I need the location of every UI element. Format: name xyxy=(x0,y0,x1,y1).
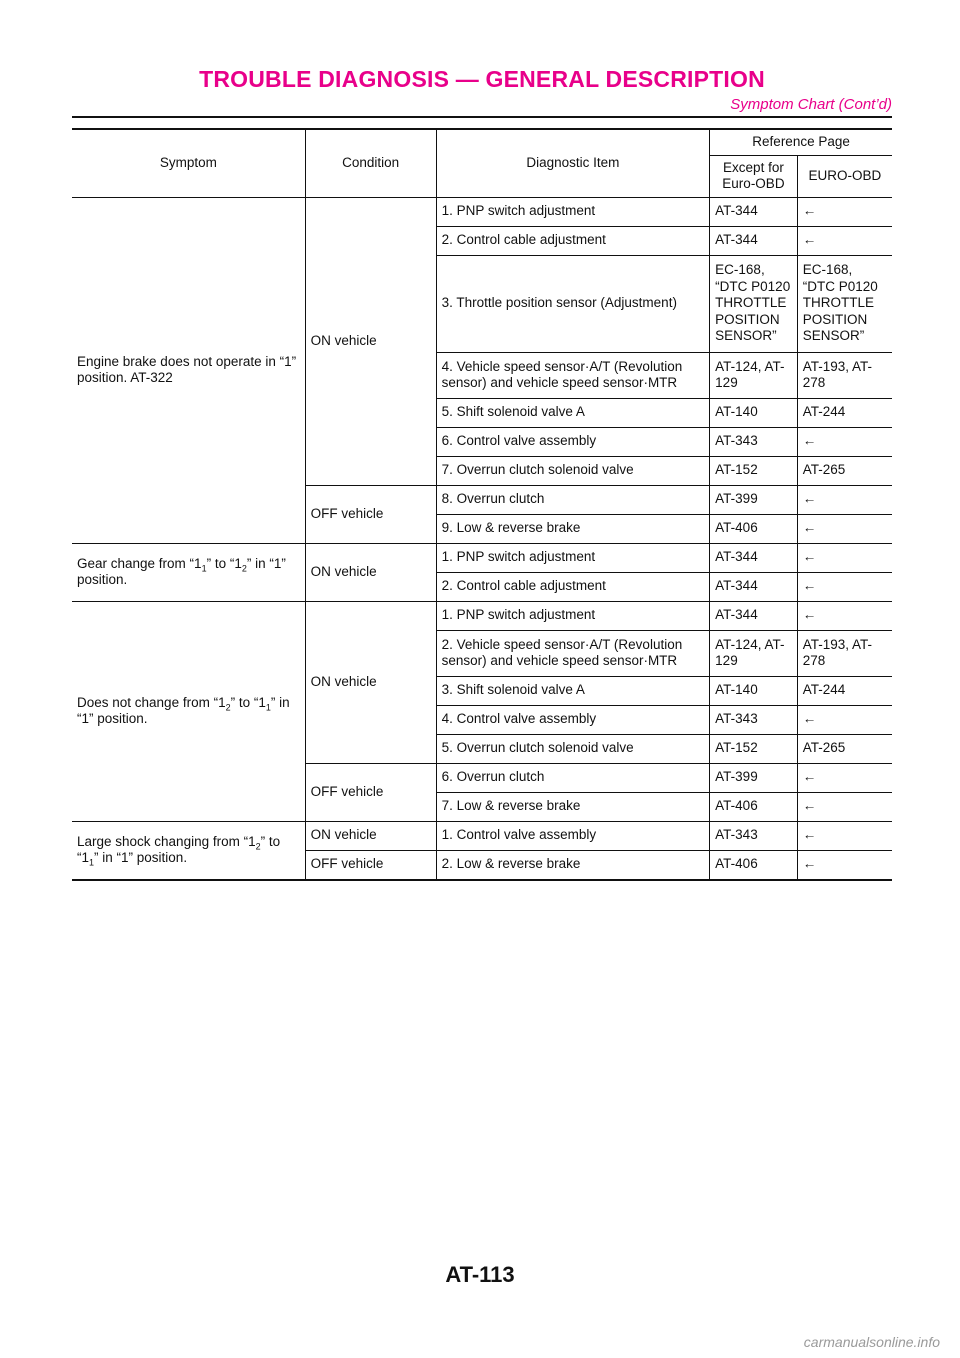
diagnostic-item-cell: 7. Low & reverse brake xyxy=(436,792,710,821)
reference-cell: AT-140 xyxy=(710,398,798,427)
diagnostic-item-cell: 2. Control cable adjustment xyxy=(436,572,710,601)
diagnostic-item-cell: 7. Overrun clutch solenoid valve xyxy=(436,456,710,485)
diagnostic-item-cell: 4. Control valve assembly xyxy=(436,705,710,734)
reference-cell: AT-152 xyxy=(710,456,798,485)
reference-cell: ← xyxy=(797,197,892,226)
condition-cell: ON vehicle xyxy=(305,543,436,601)
condition-cell: ON vehicle xyxy=(305,821,436,850)
diagnostic-item-cell: 2. Low & reverse brake xyxy=(436,850,710,880)
diagnostic-item-cell: 1. PNP switch adjustment xyxy=(436,543,710,572)
reference-cell: ← xyxy=(797,572,892,601)
diagnostic-item-cell: 4. Vehicle speed sensor·A/T (Revolution sensor) and vehicle speed sensor·MTR xyxy=(436,352,710,398)
reference-cell: AT-124, AT-129 xyxy=(710,630,798,676)
symptom-subscript: 2 xyxy=(241,563,247,574)
symptom-text: ” in “1” position. xyxy=(77,694,290,726)
reference-cell: AT-244 xyxy=(797,398,892,427)
page-title: TROUBLE DIAGNOSIS — GENERAL DESCRIPTION xyxy=(199,66,765,92)
symptom-cell: Engine brake does not operate in “1” position. AT-322 xyxy=(72,197,305,543)
reference-cell: EC-168, “DTC P0120 THROTTLE POSITION SENSOR” xyxy=(710,255,798,352)
diagnostic-item-cell: 8. Overrun clutch xyxy=(436,485,710,514)
symptom-cell xyxy=(72,821,305,880)
symptom-text: Does not change from “1 xyxy=(77,694,226,710)
header-euro-obd: EURO-OBD xyxy=(797,155,892,197)
reference-cell: AT-343 xyxy=(710,821,798,850)
symptom-text: Gear change from “1 xyxy=(77,555,202,571)
reference-cell: ← xyxy=(797,543,892,572)
reference-cell: ← xyxy=(797,226,892,255)
reference-cell: AT-343 xyxy=(710,427,798,456)
reference-cell: ← xyxy=(797,427,892,456)
reference-cell: AT-193, AT-278 xyxy=(797,630,892,676)
diagnostic-item-cell: 1. PNP switch adjustment xyxy=(436,601,710,630)
diagnostic-item-cell: 3. Shift solenoid valve A xyxy=(436,676,710,705)
diagnostic-item-cell: 2. Vehicle speed sensor·A/T (Revolution sensor) and vehicle speed sensor·MTR xyxy=(436,630,710,676)
symptom-subscript: 1 xyxy=(201,563,207,574)
reference-cell: AT-399 xyxy=(710,485,798,514)
reference-cell: AT-244 xyxy=(797,676,892,705)
header-condition: Condition xyxy=(305,129,436,197)
reference-cell: AT-152 xyxy=(710,734,798,763)
header-divider xyxy=(72,116,892,118)
diagnostic-item-cell: 3. Throttle position sensor (Adjustment) xyxy=(436,255,710,352)
symptom-text: ” in “1” position. xyxy=(94,850,188,865)
diagnostic-item-cell: 5. Overrun clutch solenoid valve xyxy=(436,734,710,763)
symptom-text: ” in “1” position. xyxy=(77,555,286,587)
page-subtitle: Symptom Chart (Cont’d) xyxy=(730,96,892,113)
reference-cell: AT-406 xyxy=(710,514,798,543)
symptom-subscript: 1 xyxy=(265,702,271,713)
reference-cell: AT-344 xyxy=(710,543,798,572)
header-symptom: Symptom xyxy=(72,129,305,197)
symptom-cell xyxy=(72,543,305,601)
symptom-text: ” to “1 xyxy=(77,833,281,865)
reference-cell: AT-193, AT-278 xyxy=(797,352,892,398)
reference-cell: AT-344 xyxy=(710,197,798,226)
diagnostic-item-cell: 6. Control valve assembly xyxy=(436,427,710,456)
reference-cell: ← xyxy=(797,792,892,821)
diagnostic-item-cell: 1. PNP switch adjustment xyxy=(436,197,710,226)
reference-cell: AT-406 xyxy=(710,850,798,880)
symptom-text: ” to “1 xyxy=(230,694,266,710)
reference-cell: AT-265 xyxy=(797,734,892,763)
reference-cell: ← xyxy=(797,705,892,734)
diagnostic-item-cell: 2. Control cable adjustment xyxy=(436,226,710,255)
symptom-text: ” to “1 xyxy=(206,555,242,571)
reference-cell: AT-399 xyxy=(710,763,798,792)
header-except-euro-obd: Except for Euro-OBD xyxy=(710,155,798,197)
condition-cell: OFF vehicle xyxy=(305,763,436,821)
page-number: AT-113 xyxy=(445,1262,515,1287)
reference-cell: ← xyxy=(797,485,892,514)
symptom-text: Large shock changing from “1 xyxy=(77,833,256,849)
reference-cell: EC-168, “DTC P0120 THROTTLE POSITION SENSOR” xyxy=(797,255,892,352)
condition-cell: ON vehicle xyxy=(305,197,436,485)
header-reference-page: Reference Page xyxy=(710,129,892,155)
diagnostic-item-cell: 9. Low & reverse brake xyxy=(436,514,710,543)
reference-cell: AT-406 xyxy=(710,792,798,821)
reference-cell: AT-344 xyxy=(710,601,798,630)
site-watermark: carmanualsonline.info xyxy=(803,1334,940,1350)
reference-cell: AT-265 xyxy=(797,456,892,485)
condition-cell: OFF vehicle xyxy=(305,850,436,880)
symptom-subscript: 1 xyxy=(89,857,95,868)
condition-cell: ON vehicle xyxy=(305,601,436,763)
reference-cell: AT-344 xyxy=(710,226,798,255)
diagnostic-item-cell: 1. Control valve assembly xyxy=(436,821,710,850)
symptom-subscript: 2 xyxy=(255,841,261,852)
reference-cell: ← xyxy=(797,850,892,880)
reference-cell: AT-140 xyxy=(710,676,798,705)
symptom-cell xyxy=(72,601,305,821)
reference-cell: ← xyxy=(797,514,892,543)
reference-cell: ← xyxy=(797,821,892,850)
diagnostic-item-cell: 5. Shift solenoid valve A xyxy=(436,398,710,427)
header-diagnostic-item: Diagnostic Item xyxy=(436,129,710,197)
reference-cell: AT-344 xyxy=(710,572,798,601)
condition-cell: OFF vehicle xyxy=(305,485,436,543)
symptom-subscript: 2 xyxy=(225,702,231,713)
reference-cell: AT-343 xyxy=(710,705,798,734)
symptom-chart-table xyxy=(72,128,892,881)
reference-cell: ← xyxy=(797,601,892,630)
reference-cell: ← xyxy=(797,763,892,792)
reference-cell: AT-124, AT-129 xyxy=(710,352,798,398)
diagnostic-item-cell: 6. Overrun clutch xyxy=(436,763,710,792)
